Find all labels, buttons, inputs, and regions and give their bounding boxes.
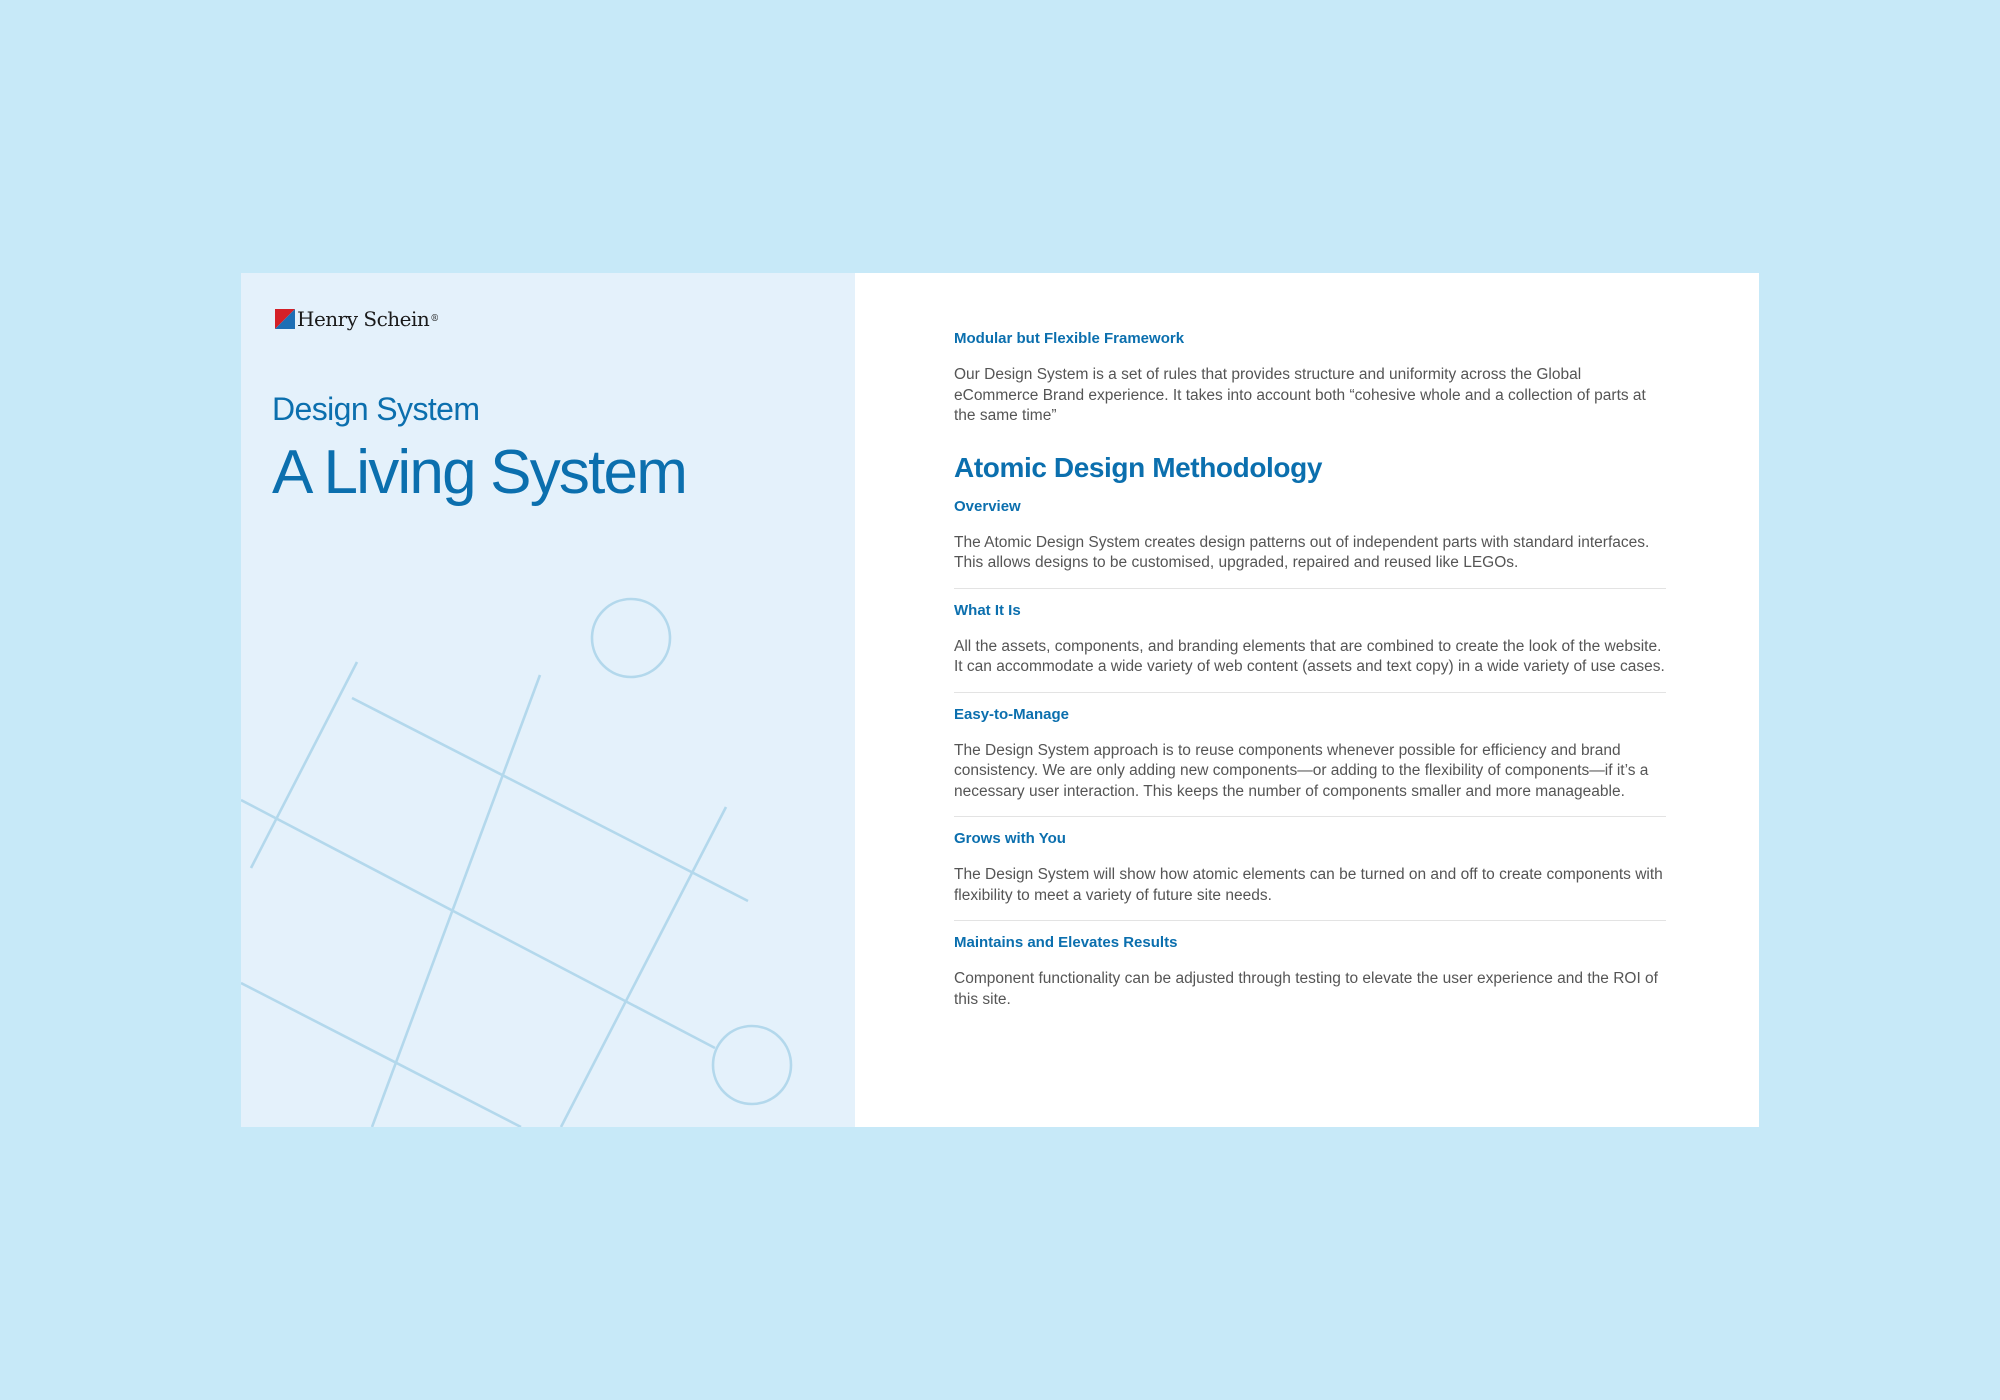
section-maintains-results <box>954 933 1666 1010</box>
content-column <box>954 329 1666 1010</box>
section-heading: Grows with You <box>954 830 1066 847</box>
section-what-it-is <box>954 601 1666 678</box>
section-body: The Design System will show how atomic elements can be turned on and off to create components with flexibility to meet a variety of future site needs. <box>954 866 1663 904</box>
node-circle-bottom <box>713 1026 791 1104</box>
logo-mark-icon <box>275 309 295 329</box>
section-body: All the assets, components, and branding elements that are combined to create the look of the website. It can accommodate a wide variety of web content (assets and text copy) in a wide variety of use cases. <box>954 637 1665 675</box>
grid-line <box>241 800 715 1048</box>
section-body: The Atomic Design System creates design patterns out of independent parts with standard interfaces. This allows designs to be customised, upgraded, repaired and reused like LEGOs. <box>954 533 1650 571</box>
logo-wordmark: Henry Schein® <box>297 307 439 331</box>
content-panel <box>855 273 1759 1127</box>
section-heading: Overview <box>954 497 1021 515</box>
section-easy-to-manage <box>954 705 1666 803</box>
cover-panel <box>241 273 855 1127</box>
intro-heading: Modular but Flexible Framework <box>954 330 1185 347</box>
intro-body: Our Design System is a set of rules that provides structure and uniformity across the Global eCommerce Brand experience. It takes into account both “cohesive whole and a collection of parts at the same time” <box>954 366 1646 424</box>
section-divider <box>954 588 1666 589</box>
section-heading: What It Is <box>954 601 1021 619</box>
section-body: The Design System approach is to reuse components whenever possible for efficiency and brand consistency. We are only adding new components—or adding to the flexibility of components—if it’s a necessary user interaction. This keeps the number of components smaller and more manageable. <box>954 741 1649 800</box>
methodology-title: Atomic Design Methodology <box>954 451 1323 483</box>
section-divider <box>954 692 1666 693</box>
section-heading: Easy-to-Manage <box>954 705 1070 723</box>
cover-subtitle: Design System <box>272 391 480 427</box>
grid-line <box>251 662 357 868</box>
grid-line <box>352 698 748 901</box>
section-grows-with-you <box>954 829 1666 906</box>
grid-line <box>561 807 726 1127</box>
henry-schein-logo <box>275 307 439 331</box>
section-overview <box>954 497 1666 574</box>
section-divider <box>954 920 1666 921</box>
document-card <box>241 273 1759 1127</box>
grid-line <box>372 675 540 1127</box>
section-body: Component functionality can be adjusted through testing to elevate the user experience and the ROI of this site. <box>954 970 1658 1008</box>
section-divider <box>954 816 1666 817</box>
cover-title: A Living System <box>272 438 687 507</box>
section-heading: Maintains and Elevates Results <box>954 934 1178 951</box>
node-circle-top <box>592 599 670 677</box>
